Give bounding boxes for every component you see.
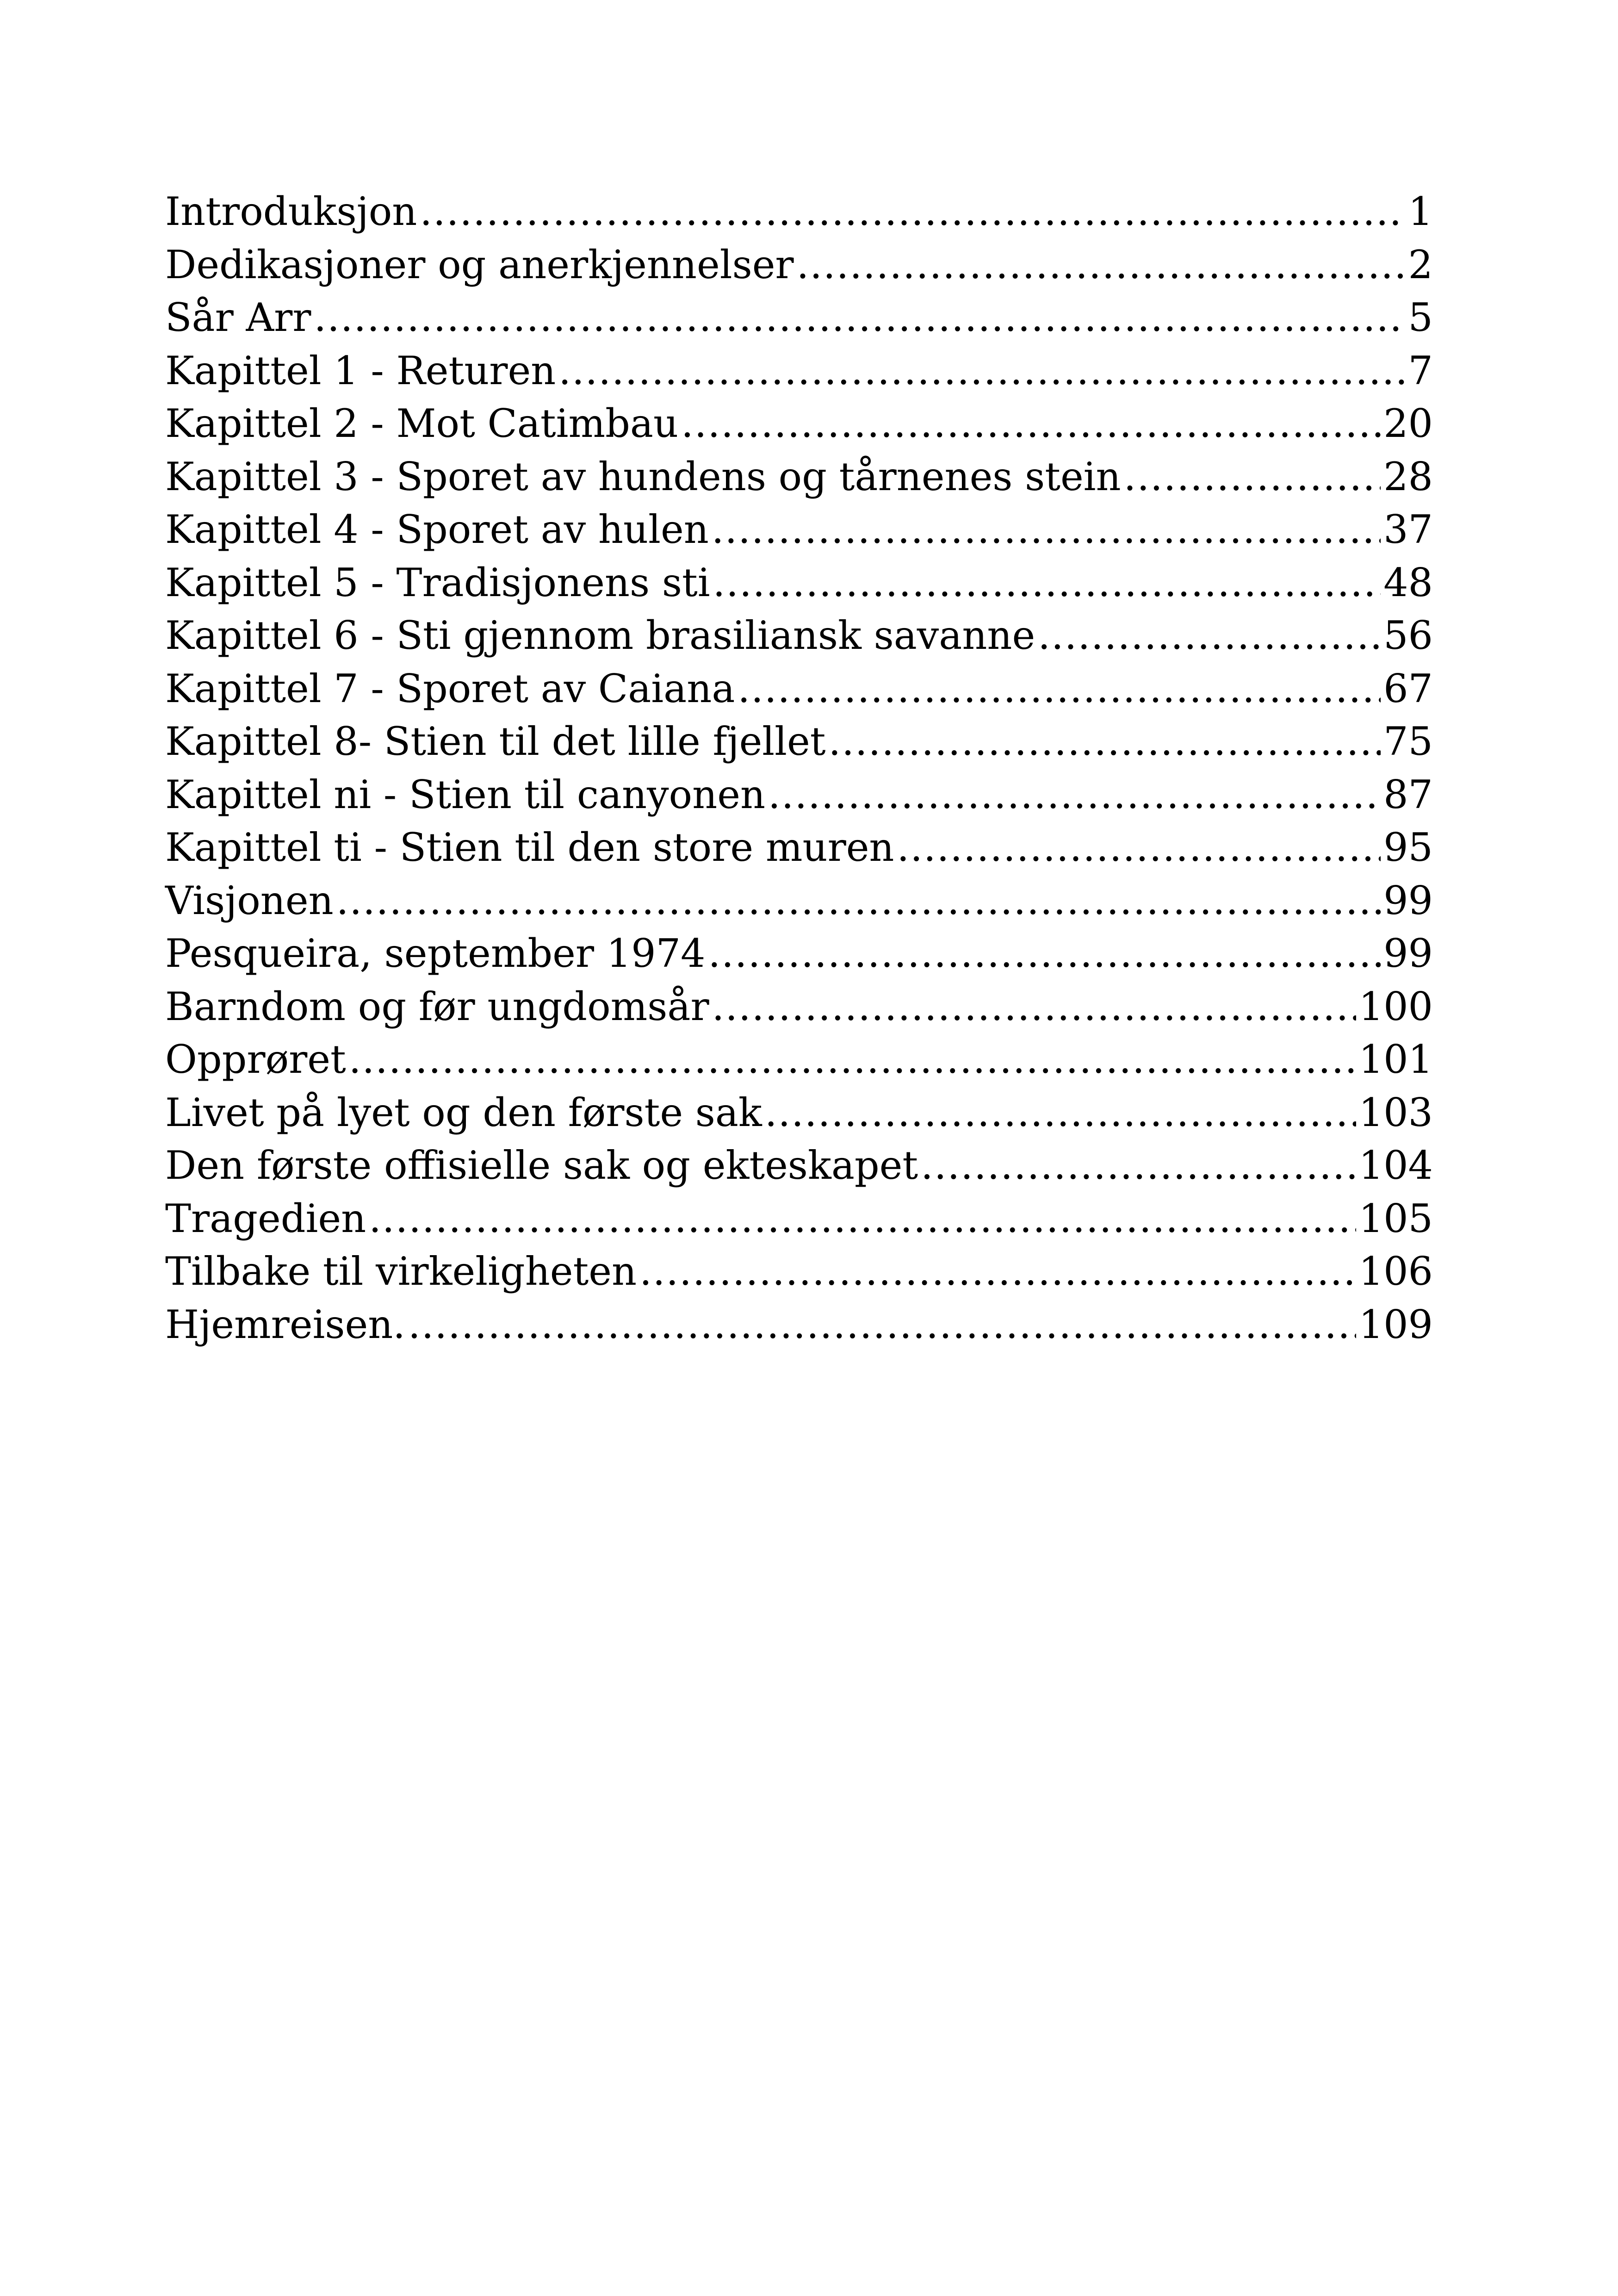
toc-dot-leader [829, 715, 1381, 768]
toc-dot-leader [420, 185, 1405, 238]
toc-dot-leader [708, 927, 1381, 980]
toc-dot-leader [408, 1298, 1356, 1351]
toc-entry-page: 105 [1358, 1195, 1433, 1241]
toc-dot-leader [558, 344, 1405, 398]
toc-entry-title: Hjemreisen. [165, 1301, 406, 1347]
toc-entry-page: 101 [1358, 1037, 1433, 1082]
toc-entry-title: Tragedien [165, 1195, 366, 1241]
toc-entry-title: Kapittel 1 - Returen [165, 348, 556, 393]
toc-entry[interactable] [165, 185, 1433, 238]
toc-entry[interactable] [165, 609, 1433, 662]
toc-dot-leader [765, 1086, 1356, 1139]
toc-entry-title: Den første offisielle sak og ekteskapet [165, 1143, 918, 1188]
toc-entry-page: 75 [1383, 719, 1433, 764]
toc-entry-page: 20 [1383, 401, 1433, 446]
toc-entry-page: 37 [1383, 507, 1433, 552]
toc-entry-title: Kapittel 8- Stien til det lille fjellet [165, 719, 826, 764]
toc-entry[interactable] [165, 1298, 1433, 1351]
toc-entry-title: Kapittel 7 - Sporet av Caiana [165, 666, 735, 711]
toc-dot-leader [349, 1033, 1356, 1086]
toc-dot-leader [897, 821, 1381, 874]
toc-entry-page: 48 [1383, 560, 1433, 605]
toc-entry[interactable] [165, 821, 1433, 874]
toc-entry[interactable] [165, 927, 1433, 980]
toc-entry[interactable] [165, 450, 1433, 504]
toc-dot-leader [369, 1192, 1356, 1245]
toc-entry-page: 106 [1358, 1249, 1433, 1294]
toc-entry-page: 100 [1358, 983, 1433, 1029]
toc-entry[interactable] [165, 1192, 1433, 1245]
toc-entry[interactable] [165, 980, 1433, 1033]
toc-dot-leader [1124, 450, 1381, 504]
toc-dot-leader [639, 1245, 1356, 1298]
toc-entry[interactable] [165, 291, 1433, 344]
toc-entry-page: 87 [1383, 772, 1433, 817]
toc-entry-title: Kapittel 5 - Tradisjonens sti [165, 560, 710, 605]
toc-entry-page: 1 [1408, 189, 1433, 234]
toc-entry[interactable] [165, 662, 1433, 716]
toc-entry[interactable] [165, 238, 1433, 292]
toc-entry-page: 5 [1408, 295, 1433, 340]
toc-entry-page: 103 [1358, 1089, 1433, 1135]
toc-entry[interactable] [165, 1245, 1433, 1298]
toc-entry-title: Kapittel ni - Stien til canyonen [165, 772, 766, 817]
toc-dot-leader [921, 1139, 1356, 1192]
toc-dot-leader [712, 503, 1381, 556]
toc-entry-page: 104 [1358, 1143, 1433, 1188]
toc-entry-page: 99 [1383, 877, 1433, 923]
toc-dot-leader [738, 662, 1381, 716]
toc-dot-leader [681, 397, 1381, 450]
toc-dot-leader [768, 768, 1381, 821]
toc-entry-title: Kapittel 6 - Sti gjennom brasiliansk savanne [165, 613, 1035, 658]
toc-entry-title: Kapittel 3 - Sporet av hundens og tårnenes stein [165, 454, 1121, 499]
toc-dot-leader [797, 238, 1406, 292]
toc-entry-title: Livet på lyet og den første sak [165, 1089, 762, 1135]
toc-entry-title: Pesqueira, september 1974 [165, 931, 706, 976]
toc-entry-title: Dedikasjoner og anerkjennelser [165, 242, 794, 287]
toc-entry[interactable] [165, 1033, 1433, 1086]
toc-entry-page: 95 [1383, 825, 1433, 870]
toc-entry-title: Kapittel 2 - Mot Catimbau [165, 401, 679, 446]
toc-entry-title: Kapittel 4 - Sporet av hulen [165, 507, 709, 552]
toc-entry-title: Opprøret [165, 1037, 346, 1082]
toc-entry[interactable] [165, 1086, 1433, 1139]
toc-entry-title: Tilbake til virkeligheten [165, 1249, 637, 1294]
toc-entry-page: 28 [1383, 454, 1433, 499]
toc-entry-page: 56 [1383, 613, 1433, 658]
table-of-contents [165, 185, 1433, 1351]
toc-dot-leader [712, 980, 1356, 1033]
toc-dot-leader [713, 556, 1381, 610]
toc-entry-title: Introduksjon [165, 189, 417, 234]
toc-entry-title: Kapittel ti - Stien til den store muren [165, 825, 894, 870]
toc-dot-leader [1038, 609, 1381, 662]
toc-entry-page: 2 [1408, 242, 1433, 287]
toc-entry[interactable] [165, 503, 1433, 556]
toc-entry-title: Barndom og før ungdomsår [165, 983, 709, 1029]
toc-entry[interactable] [165, 874, 1433, 927]
toc-entry[interactable] [165, 344, 1433, 398]
toc-entry[interactable] [165, 556, 1433, 610]
toc-entry[interactable] [165, 715, 1433, 768]
toc-entry-title: Sår Arr [165, 295, 311, 340]
toc-dot-leader [336, 874, 1381, 927]
toc-entry[interactable] [165, 397, 1433, 450]
toc-entry-page: 109 [1358, 1301, 1433, 1347]
toc-entry-page: 67 [1383, 666, 1433, 711]
toc-dot-leader [314, 291, 1405, 344]
toc-entry[interactable] [165, 768, 1433, 821]
toc-entry-page: 7 [1408, 348, 1433, 393]
toc-entry-page: 99 [1383, 931, 1433, 976]
toc-entry[interactable] [165, 1139, 1433, 1192]
toc-entry-title: Visjonen [165, 877, 334, 923]
